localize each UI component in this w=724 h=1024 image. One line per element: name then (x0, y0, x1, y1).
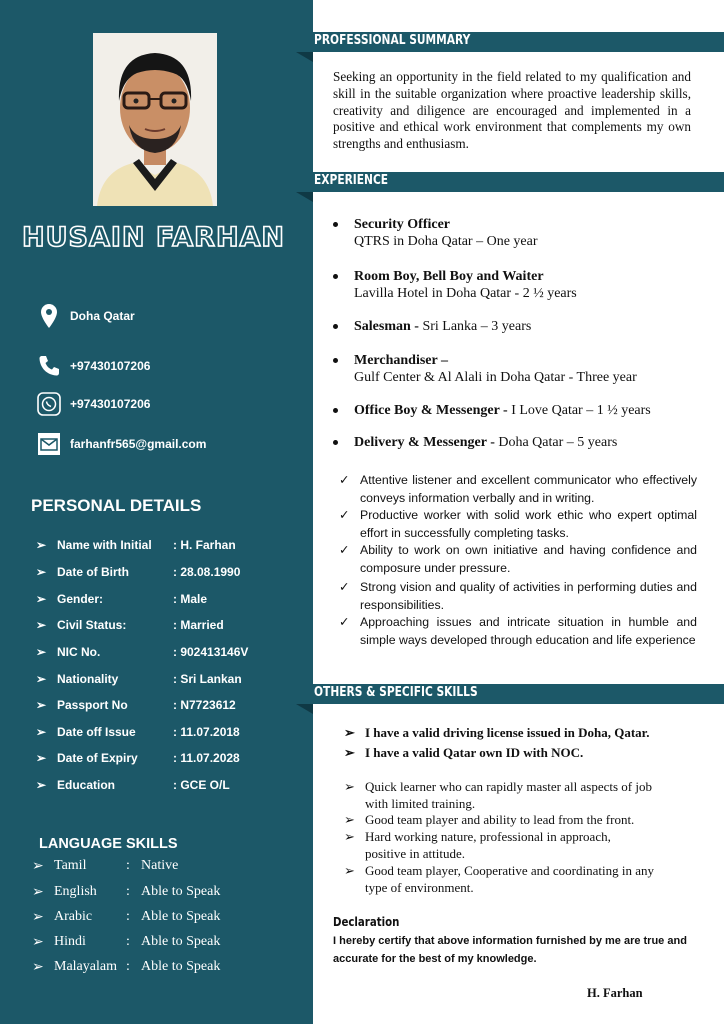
skills-header-band (296, 684, 724, 704)
language-row-hindi: ➢ Hindi : Able to Speak (32, 934, 221, 950)
candidate-name: HUSAIN FARHAN (22, 222, 286, 253)
arrow-bullet-icon: ➢ (344, 863, 355, 878)
arrow-bullet-icon: ➢ (36, 778, 47, 792)
profile-photo-illustration (93, 33, 217, 206)
arrow-bullet-icon: ➢ (344, 812, 355, 827)
language-row-tamil: ➢ Tamil : Native (32, 858, 179, 874)
email-icon (36, 431, 62, 457)
personal-row-education: ➢ Education : GCE O/L (36, 778, 230, 792)
skill-item: ➢ I have a valid Qatar own ID with NOC. (344, 745, 584, 760)
personal-row-passport: ➢ Passport No : N7723612 (36, 698, 236, 712)
language-row-english: ➢ English : Able to Speak (32, 884, 221, 900)
arrow-bullet-icon: ➢ (36, 538, 47, 552)
skill-item: ➢ Good team player, Cooperative and coordinating in any type of environment. (344, 863, 655, 895)
arrow-bullet-icon: ➢ (32, 910, 44, 925)
arrow-bullet-icon: ➢ (36, 592, 47, 606)
email-link[interactable]: farhanfr565@gmail.com (70, 437, 207, 451)
arrow-bullet-icon: ➢ (36, 751, 47, 765)
personal-row-gender: ➢ Gender: : Male (36, 592, 208, 606)
arrow-bullet-icon: ➢ (36, 698, 47, 712)
arrow-bullet-icon: ➢ (344, 829, 355, 844)
personal-row-issue-date: ➢ Date off Issue : 11.07.2018 (36, 725, 240, 739)
language-row-malayalam: ➢ Malayalam : Able to Speak (32, 959, 221, 975)
contact-whatsapp (36, 391, 150, 417)
phone-link[interactable]: +97430107206 (70, 359, 151, 373)
summary-text: Seeking an opportunity in the field related to my qualification and skill in the suitable organization where proactive leadership skills, creativity and diligence are encouraged and implemented in a positive and ethical work environment that complements my own strengths and enthusiasm. (333, 69, 691, 152)
experience-header-band (296, 172, 724, 192)
sidebar (0, 0, 313, 1024)
location-text: Doha Qatar (70, 309, 135, 323)
arrow-bullet-icon: ➢ (32, 885, 44, 900)
arrow-bullet-icon: ➢ (36, 565, 47, 579)
quality-item: ✓ Approaching issues and intricate situation in humble and simple ways developed through education and life experience (339, 615, 697, 647)
arrow-bullet-icon: ➢ (32, 859, 44, 874)
experience-item: Office Boy & Messenger - I Love Qatar – 1 ½ years (333, 402, 703, 419)
quality-item: ✓ Productive worker with solid work ethic who expert optimal effort in successfully completing tasks. (339, 508, 697, 540)
summary-header-band (296, 32, 724, 52)
contact-phone (36, 353, 150, 379)
profile-photo (93, 33, 217, 206)
experience-item: Salesman - Sri Lanka – 3 years (333, 318, 703, 335)
language-skills-title: LANGUAGE SKILLS (39, 836, 178, 852)
experience-title: EXPERIENCE (314, 173, 389, 188)
check-icon: ✓ (339, 543, 350, 557)
skill-item: ➢ Quick learner who can rapidly master all aspects of job with limited training. (344, 779, 652, 811)
personal-row-nic: ➢ NIC No. : 902413146V (36, 645, 249, 659)
arrow-bullet-icon: ➢ (32, 935, 44, 950)
contact-email (36, 431, 206, 457)
arrow-bullet-icon: ➢ (32, 960, 44, 975)
declaration-title: Declaration (333, 915, 400, 929)
arrow-bullet-icon: ➢ (36, 672, 47, 686)
check-icon: ✓ (339, 508, 350, 522)
language-row-arabic: ➢ Arabic : Able to Speak (32, 909, 221, 925)
skill-item: ➢ Hard working nature, professional in approach, positive in attitude. (344, 829, 611, 861)
experience-item: Room Boy, Bell Boy and Waiter Lavilla Hotel in Doha Qatar - 2 ½ years (333, 268, 703, 302)
skills-title: OTHERS & SPECIFIC SKILLS (314, 685, 478, 700)
experience-item: Merchandiser – Gulf Center & Al Alali in Doha Qatar - Three year (333, 352, 703, 386)
personal-row-nationality: ➢ Nationality : Sri Lankan (36, 672, 242, 686)
check-icon: ✓ (339, 473, 350, 487)
experience-item: Security Officer QTRS in Doha Qatar – One year (333, 216, 703, 250)
signature-name: H. Farhan (587, 986, 643, 1000)
whatsapp-link[interactable]: +97430107206 (70, 397, 151, 411)
experience-item: Delivery & Messenger - Doha Qatar – 5 years (333, 434, 703, 451)
quality-item: ✓ Strong vision and quality of activities in performing duties and responsibilities. (339, 580, 697, 612)
arrow-bullet-icon: ➢ (344, 745, 355, 760)
declaration-text: I hereby certify that above information furnished by me are true and accurate for the best of my knowledge. (333, 935, 687, 965)
location-pin-icon (36, 303, 62, 329)
arrow-bullet-icon: ➢ (36, 618, 47, 632)
contact-location (36, 303, 135, 329)
whatsapp-icon (36, 391, 62, 417)
arrow-bullet-icon: ➢ (344, 779, 355, 794)
arrow-bullet-icon: ➢ (36, 725, 47, 739)
personal-row-civil-status: ➢ Civil Status: : Married (36, 618, 224, 632)
check-icon: ✓ (339, 580, 350, 594)
skill-item: ➢ Good team player and ability to lead from the front. (344, 812, 635, 827)
personal-row-dob: ➢ Date of Birth : 28.08.1990 (36, 565, 241, 579)
skill-item: ➢ I have a valid driving license issued in Doha, Qatar. (344, 725, 650, 740)
arrow-bullet-icon: ➢ (344, 725, 355, 740)
personal-row-name: ➢ Name with Initial : H. Farhan (36, 538, 236, 552)
summary-title: PROFESSIONAL SUMMARY (314, 33, 471, 48)
arrow-bullet-icon: ➢ (36, 645, 47, 659)
check-icon: ✓ (339, 615, 350, 629)
quality-item: ✓ Ability to work on own initiative and having confidence and composure under pressure. (339, 543, 697, 575)
phone-icon (36, 353, 62, 379)
quality-item: ✓ Attentive listener and excellent communicator who effectively conveys information verbally and in writing. (339, 473, 697, 505)
personal-row-expiry-date: ➢ Date of Expiry : 11.07.2028 (36, 751, 240, 765)
personal-details-title: PERSONAL DETAILS (31, 496, 202, 515)
